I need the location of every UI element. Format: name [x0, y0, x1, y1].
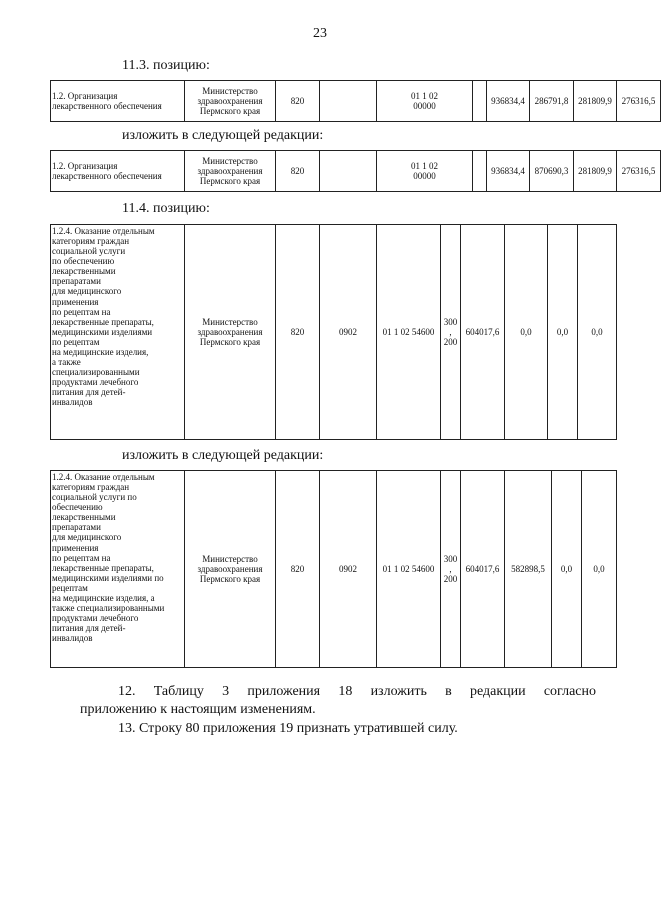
amendment-table [50, 224, 617, 440]
item-name-cell: 1.2. Организация лекарственного обеспечения [51, 81, 185, 122]
amendment-table [50, 470, 617, 668]
amendment-table [50, 80, 661, 122]
expense-type-cell [473, 151, 487, 192]
section-heading: 11.3. позицию: [122, 58, 210, 73]
table-row [51, 471, 617, 668]
code-cell: 820 [276, 471, 320, 668]
table-row [51, 81, 661, 122]
amount-cell: 286791,8 [530, 81, 574, 122]
amount-cell: 582898,5 [505, 471, 552, 668]
target-code-cell: 01 1 02 00000 [377, 151, 473, 192]
amount-cell: 936834,4 [487, 81, 530, 122]
target-code-cell: 01 1 02 54600 [377, 225, 441, 440]
ministry-cell: Министерство здравоохранения Пермского края [185, 151, 276, 192]
amount-cell: 870690,3 [530, 151, 574, 192]
amount-cell: 0,0 [582, 471, 617, 668]
ministry-cell: Министерство здравоохранения Пермского края [185, 471, 276, 668]
expense-type-cell: 300, 200 [441, 225, 461, 440]
page-number: 23 [313, 26, 327, 41]
item-12-line-1: 12. Таблицу 3 приложения 18 изложить в редакции согласно [118, 684, 596, 699]
amount-cell: 936834,4 [487, 151, 530, 192]
item-12-line-2: приложению к настоящим изменениям. [80, 702, 316, 717]
item-name-cell: 1.2. Организация лекарственного обеспечения [51, 151, 185, 192]
amount-cell: 0,0 [548, 225, 578, 440]
target-code-cell: 01 1 02 00000 [377, 81, 473, 122]
amount-cell: 281809,9 [574, 81, 617, 122]
ministry-cell: Министерство здравоохранения Пермского края [185, 225, 276, 440]
section-code-cell: 0902 [320, 225, 377, 440]
amount-cell: 0,0 [505, 225, 548, 440]
code-cell: 820 [276, 81, 320, 122]
item-name-cell: 1.2.4. Оказание отдельным категориям граждан социальной услуги по обеспечению лекарственными препаратами для медицинского применения по рецептам на лекарственные препараты, медицинскими изделиями по рецептам на медицинские изделия, а также специализированными продуктами лечебного питания для детей- инвалидов [51, 225, 185, 440]
amount-cell: 0,0 [578, 225, 617, 440]
expense-type-cell [473, 81, 487, 122]
amount-cell: 276316,5 [617, 81, 661, 122]
amendment-table [50, 150, 661, 192]
section-heading: 11.4. позицию: [122, 201, 210, 216]
section-code-cell [320, 151, 377, 192]
section-code-cell: 0902 [320, 471, 377, 668]
ministry-cell: Министерство здравоохранения Пермского края [185, 81, 276, 122]
section-heading: изложить в следующей редакции: [122, 128, 324, 143]
section-code-cell [320, 81, 377, 122]
item-name-cell: 1.2.4. Оказание отдельным категориям граждан социальной услуги по обеспечению лекарственными препаратами для медицинского применения по рецептам на лекарственные препараты, медицинскими изделиями по рецептам на медицинские изделия, а также специализированными продуктами лечебного питания для детей- инвалидов [51, 471, 185, 668]
amount-cell: 0,0 [552, 471, 582, 668]
code-cell: 820 [276, 151, 320, 192]
amount-cell: 281809,9 [574, 151, 617, 192]
table-row [51, 151, 661, 192]
amount-cell: 604017,6 [461, 225, 505, 440]
amount-cell: 604017,6 [461, 471, 505, 668]
code-cell: 820 [276, 225, 320, 440]
target-code-cell: 01 1 02 54600 [377, 471, 441, 668]
expense-type-cell: 300, 200 [441, 471, 461, 668]
table-row [51, 225, 617, 440]
amount-cell: 276316,5 [617, 151, 661, 192]
section-heading: изложить в следующей редакции: [122, 448, 324, 463]
item-13: 13. Строку 80 приложения 19 признать утратившей силу. [118, 721, 458, 736]
